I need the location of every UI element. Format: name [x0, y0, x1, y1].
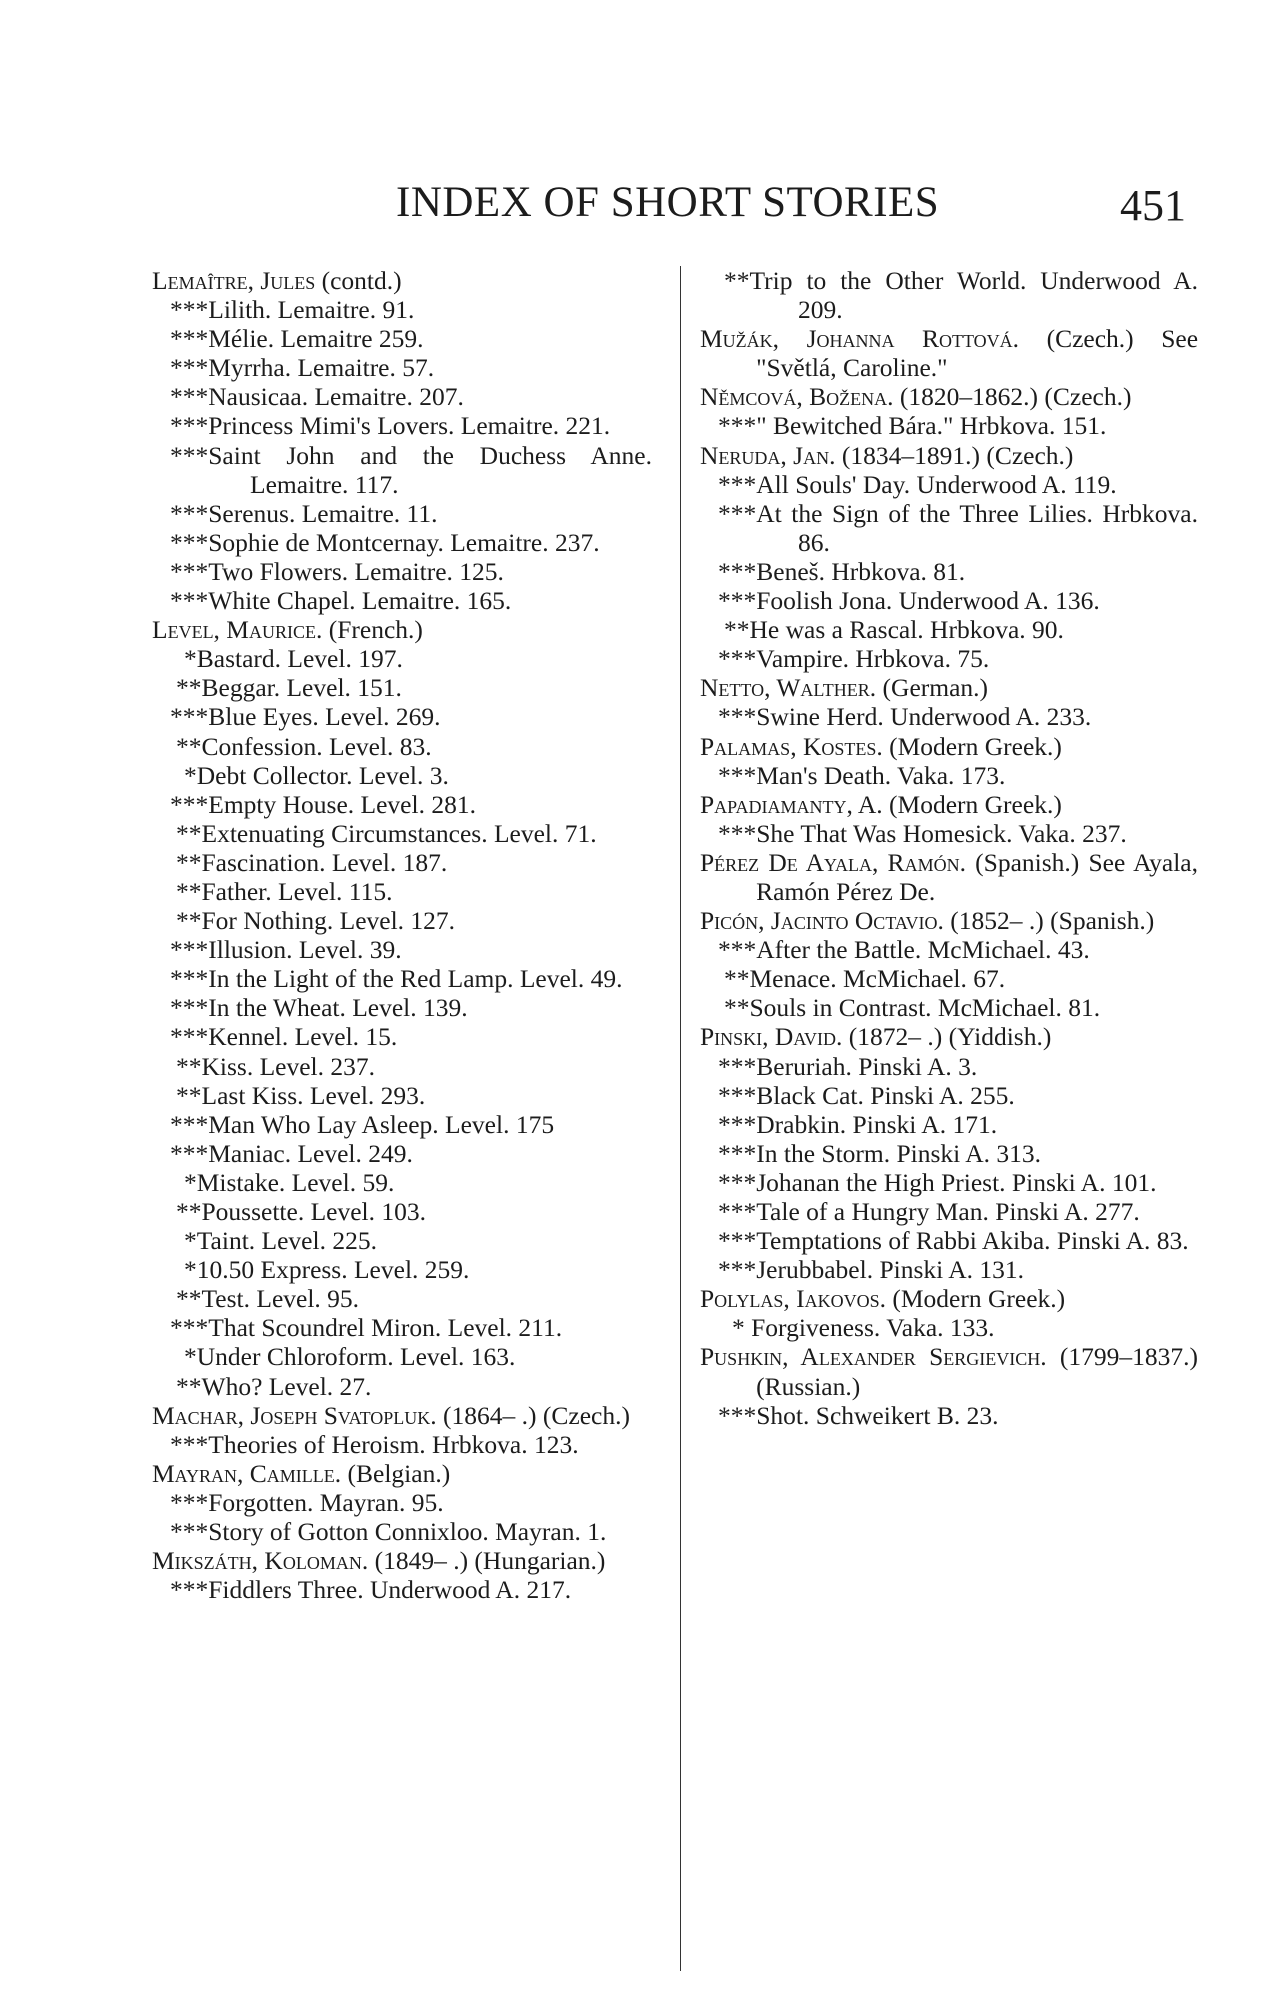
- index-column-left: [152, 266, 652, 1604]
- story-entry: ***" Bewitched Bára." Hrbkova. 151.: [718, 411, 1107, 441]
- author-note: (German.): [882, 673, 989, 703]
- author-note: (contd.): [321, 266, 402, 295]
- author-note: (Czech.) See "Světlá, Caroline.": [756, 324, 1199, 383]
- story-entry: ***Maniac. Level. 249.: [170, 1138, 413, 1168]
- author-heading: [700, 441, 1198, 470]
- story-entry: ***Two Flowers. Lemaitre. 125.: [170, 556, 504, 586]
- page-number: 451: [1120, 181, 1186, 230]
- author-note: (1820–1862.) (Czech.): [899, 382, 1132, 412]
- story-entry: ***Serenus. Lemaitre. 11.: [170, 498, 438, 528]
- story-entry: ***Forgotten. Mayran. 95.: [170, 1487, 444, 1517]
- column-divider: [680, 266, 681, 1971]
- author-name: Pinski, David.: [700, 1022, 843, 1052]
- author-name: Netto, Walther.: [700, 673, 877, 703]
- story-entry: **Father. Level. 115.: [176, 876, 393, 906]
- story-entry: ***White Chapel. Lemaitre. 165.: [170, 586, 512, 616]
- story-entry: ***Mélie. Lemaitre 259.: [170, 324, 424, 354]
- author-name: Level, Maurice.: [152, 615, 323, 645]
- author-heading: [700, 848, 1198, 906]
- author-heading: [700, 1284, 1198, 1313]
- author-name: Machar, Joseph Svatopluk.: [152, 1400, 437, 1430]
- story-entry: *Debt Collector. Level. 3.: [184, 760, 449, 790]
- story-entry: *Taint. Level. 225.: [184, 1226, 377, 1256]
- author-note: (French.): [328, 615, 423, 645]
- page-title: INDEX OF SHORT STORIES: [396, 179, 940, 226]
- author-note: (Modern Greek.): [892, 1284, 1066, 1314]
- story-entry: ***Illusion. Level. 39.: [170, 935, 402, 965]
- author-name: Picón, Jacinto Octavio.: [700, 906, 944, 936]
- story-entry: ***In the Wheat. Level. 139.: [170, 993, 468, 1023]
- story-entry: ***Swine Herd. Underwood A. 233.: [718, 702, 1092, 732]
- author-note: (1799–1837.) (Russian.): [756, 1342, 1198, 1401]
- story-entry: *10.50 Express. Level. 259.: [184, 1255, 470, 1285]
- story-entry: ***Tale of a Hungry Man. Pinski A. 277.: [718, 1197, 1140, 1226]
- story-entry: ***Drabkin. Pinski A. 171.: [718, 1109, 998, 1139]
- story-entry: ***Story of Gotton Connixloo. Mayran. 1.: [170, 1517, 607, 1547]
- story-entry: **Last Kiss. Level. 293.: [176, 1080, 426, 1110]
- story-entry: ***Sophie de Montcernay. Lemaitre. 237.: [170, 527, 600, 557]
- author-heading: [700, 906, 1198, 935]
- author-heading: [700, 324, 1198, 382]
- story-entry: ***Nausicaa. Lemaitre. 207.: [170, 382, 464, 412]
- author-note: (1864– .) (Czech.): [443, 1400, 630, 1430]
- author-heading: [700, 790, 1198, 819]
- story-entry: ***She That Was Homesick. Vaka. 237.: [718, 818, 1127, 848]
- story-entry: ***Theories of Heroism. Hrbkova. 123.: [170, 1429, 579, 1459]
- author-name: Mikszáth, Koloman.: [152, 1546, 369, 1576]
- author-heading: [700, 732, 1198, 761]
- story-entry: **Who? Level. 27.: [176, 1371, 372, 1401]
- author-name: Palamas, Kostes.: [700, 731, 883, 761]
- story-entry: **For Nothing. Level. 127.: [176, 906, 456, 936]
- story-entry: ***Vampire. Hrbkova. 75.: [718, 644, 990, 674]
- story-entry: ***In the Light of the Red Lamp. Level. 49.: [170, 964, 623, 994]
- story-entry: *Under Chloroform. Level. 163.: [184, 1342, 516, 1372]
- story-entry: ***Myrrha. Lemaitre. 57.: [170, 353, 435, 383]
- story-entry: ***Man Who Lay Asleep. Level. 175: [170, 1109, 555, 1139]
- story-entry: ***Beruriah. Pinski A. 3.: [718, 1051, 978, 1081]
- author-note: (Modern Greek.): [889, 731, 1062, 761]
- story-entry: ***Temptations of Rabbi Akiba. Pinski A. 83.: [718, 1226, 1189, 1256]
- story-entry: **Trip to the Other World. Underwood A. 209.: [724, 266, 1198, 325]
- story-entry: *Bastard. Level. 197.: [184, 644, 403, 674]
- author-name: Mayran, Camille.: [152, 1458, 342, 1488]
- author-note: (Spanish.) See Ayala, Ramón Pérez De.: [756, 847, 1199, 906]
- story-entry: ***Man's Death. Vaka. 173.: [718, 760, 1006, 790]
- author-heading: [152, 1459, 652, 1488]
- story-entry: **Fascination. Level. 187.: [176, 847, 448, 877]
- story-entry: ***Kennel. Level. 15.: [170, 1022, 398, 1052]
- story-entry: ***Empty House. Level. 281.: [170, 789, 476, 819]
- author-note: (1852– .) (Spanish.): [950, 906, 1155, 936]
- author-heading: [152, 615, 652, 644]
- author-note: (1849– .) (Hungarian.): [374, 1546, 606, 1576]
- story-entry: ***Johanan the High Priest. Pinski A. 101.: [718, 1167, 1157, 1197]
- author-note: (Belgian.): [347, 1458, 451, 1488]
- author-note: (Modern Greek.): [889, 789, 1062, 819]
- author-name: Neruda, Jan.: [700, 440, 836, 470]
- author-heading: [700, 1342, 1198, 1400]
- author-heading: [700, 382, 1198, 411]
- author-heading: [152, 1546, 652, 1575]
- author-heading: [700, 673, 1198, 702]
- author-note: (1872– .) (Yiddish.): [848, 1022, 1052, 1052]
- story-entry: ***In the Storm. Pinski A. 313.: [718, 1138, 1042, 1168]
- story-entry: **Kiss. Level. 237.: [176, 1051, 376, 1081]
- story-entry: * Forgiveness. Vaka. 133.: [732, 1313, 995, 1343]
- author-name: Mužák, Johanna Rottová.: [700, 324, 1020, 354]
- author-heading: [700, 1022, 1198, 1051]
- story-entry: **Confession. Level. 83.: [176, 731, 432, 761]
- author-heading: [152, 1401, 652, 1430]
- author-name: Polylas, Iakovos.: [700, 1284, 887, 1314]
- story-entry: **He was a Rascal. Hrbkova. 90.: [724, 615, 1064, 645]
- story-entry: ***Beneš. Hrbkova. 81.: [718, 556, 966, 586]
- story-entry: ***Saint John and the Duchess Anne. Lemaitre. 117.: [170, 440, 652, 499]
- story-entry: ***At the Sign of the Three Lilies. Hrbkova. 86.: [718, 498, 1198, 557]
- story-entry: **Menace. McMichael. 67.: [724, 964, 1006, 994]
- author-note: (1834–1891.) (Czech.): [841, 440, 1074, 470]
- story-entry: **Extenuating Circumstances. Level. 71.: [176, 818, 597, 848]
- author-name: Lemaître, Jules: [152, 266, 316, 295]
- story-entry: **Test. Level. 95.: [176, 1284, 360, 1314]
- author-heading: [152, 266, 652, 295]
- story-entry: ***All Souls' Day. Underwood A. 119.: [718, 469, 1117, 499]
- story-entry: ***Princess Mimi's Lovers. Lemaitre. 221.: [170, 411, 611, 441]
- story-entry: *Mistake. Level. 59.: [184, 1167, 395, 1197]
- author-name: Papadiamanty, A.: [700, 789, 883, 819]
- story-entry: ***Foolish Jona. Underwood A. 136.: [718, 586, 1100, 616]
- story-entry: ***Lilith. Lemaitre. 91.: [170, 295, 415, 325]
- story-entry: ***After the Battle. McMichael. 43.: [718, 935, 1090, 965]
- story-entry: ***That Scoundrel Miron. Level. 211.: [170, 1313, 563, 1343]
- story-entry: ***Blue Eyes. Level. 269.: [170, 702, 441, 732]
- story-entry: **Poussette. Level. 103.: [176, 1197, 427, 1226]
- story-entry: ***Black Cat. Pinski A. 255.: [718, 1080, 1015, 1110]
- story-entry: **Souls in Contrast. McMichael. 81.: [724, 993, 1101, 1023]
- story-entry: ***Shot. Schweikert B. 23.: [718, 1400, 999, 1430]
- story-entry: ***Jerubbabel. Pinski A. 131.: [718, 1255, 1024, 1285]
- author-name: Němcová, Božena.: [700, 382, 894, 412]
- author-name: Pérez De Ayala, Ramón.: [700, 847, 966, 877]
- author-name: Pushkin, Alexander Sergievich.: [700, 1342, 1047, 1372]
- story-entry: ***Fiddlers Three. Underwood A. 217.: [170, 1575, 572, 1605]
- index-column-right: [700, 266, 1198, 1430]
- story-entry: **Beggar. Level. 151.: [176, 673, 402, 703]
